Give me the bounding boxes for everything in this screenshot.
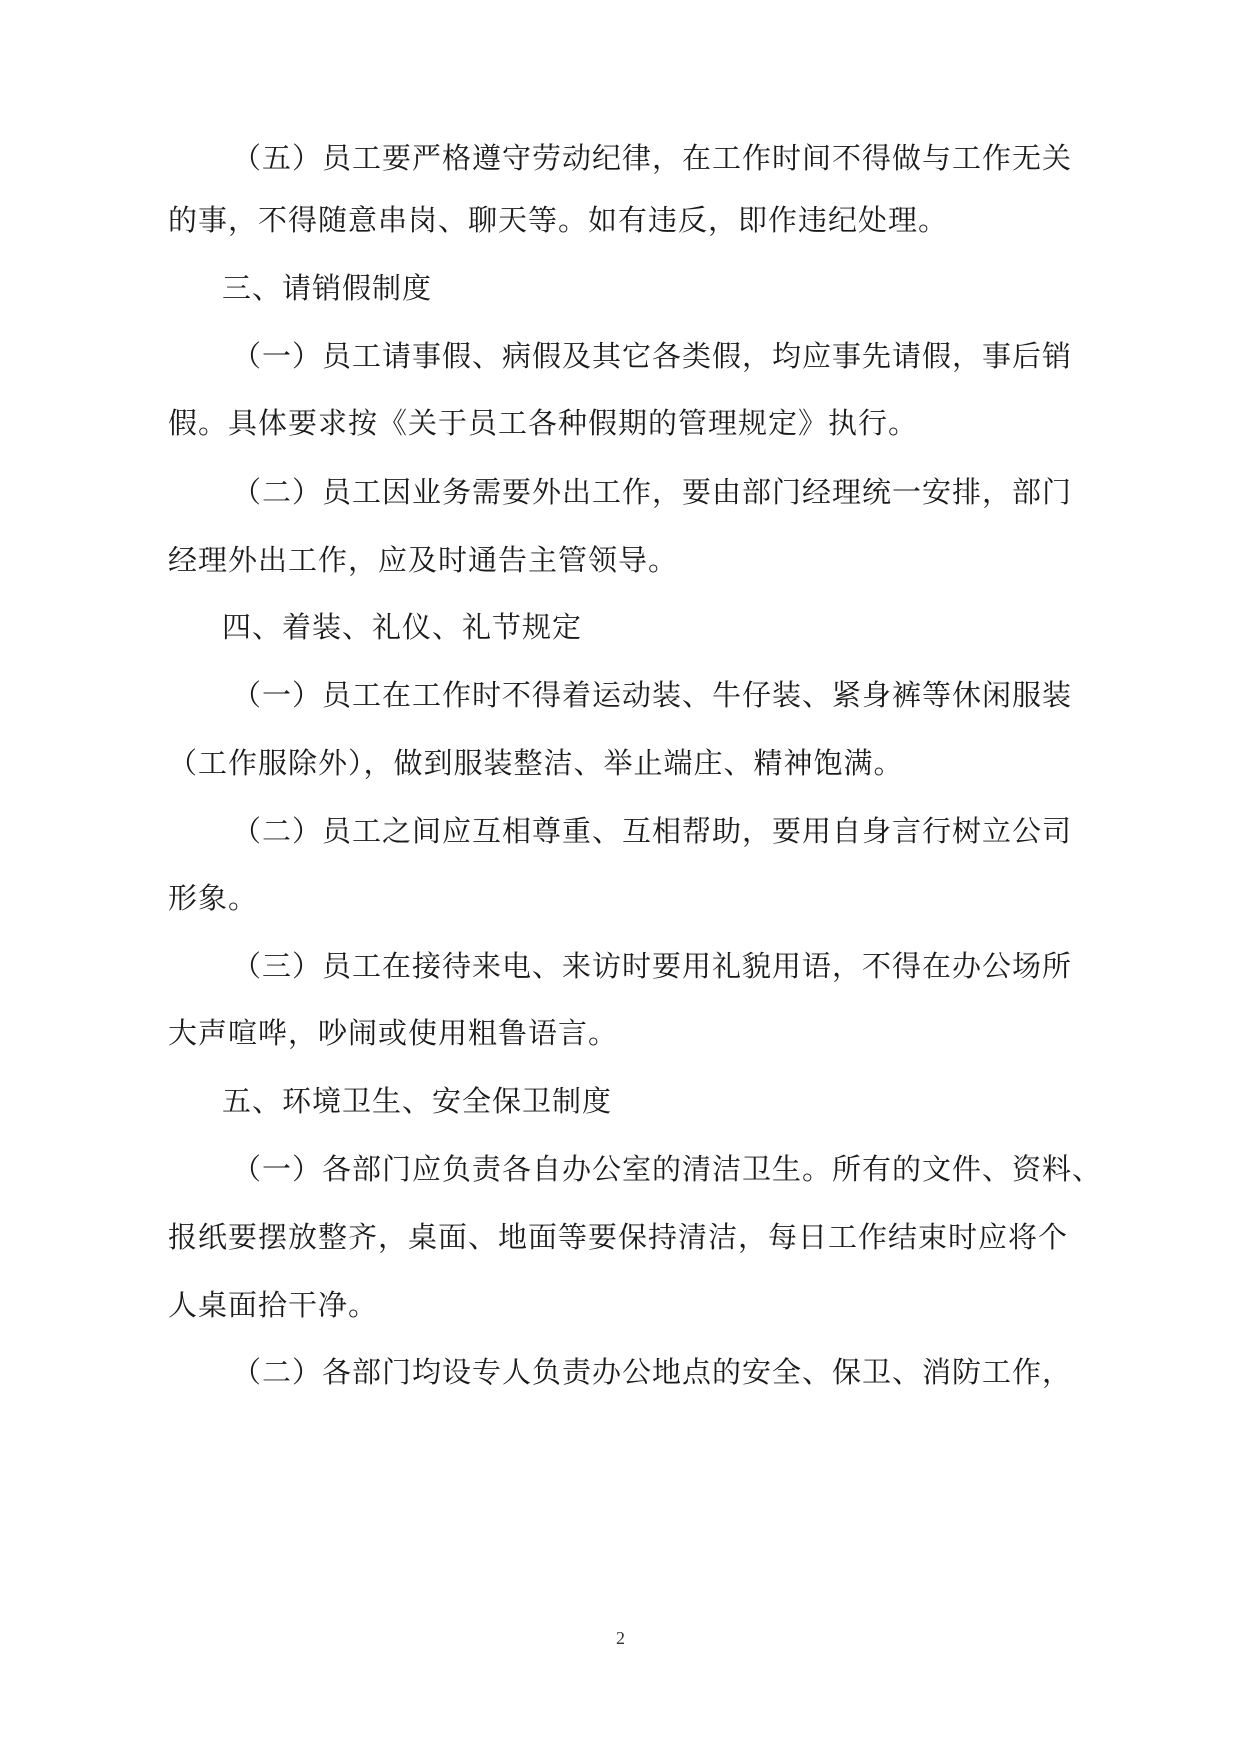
paragraph-line: 报纸要摆放整齐，桌面、地面等要保持清洁，每日工作结束时应将个 <box>168 1220 1069 1254</box>
paragraph-line: （二）员工之间应互相尊重、互相帮助，要用自身言行树立公司 <box>232 814 1073 848</box>
paragraph-line: （一）员工请事假、病假及其它各类假，均应事先请假，事后销 <box>232 339 1073 373</box>
section-heading: 四、着装、礼仪、礼节规定 <box>222 610 583 644</box>
section-heading: 五、环境卫生、安全保卫制度 <box>222 1084 613 1118</box>
paragraph-line: 经理外出工作，应及时通告主管领导。 <box>168 543 679 577</box>
paragraph-line: （一）员工在工作时不得着运动装、牛仔装、紧身裤等休闲服装 <box>232 678 1073 712</box>
paragraph-line: （三）员工在接待来电、来访时要用礼貌用语，不得在办公场所 <box>232 949 1073 983</box>
paragraph-line: 形象。 <box>168 881 259 915</box>
paragraph-line: （五）员工要严格遵守劳动纪律，在工作时间不得做与工作无关 <box>232 141 1073 175</box>
paragraph-line: （二）员工因业务需要外出工作，要由部门经理统一安排，部门 <box>232 475 1073 509</box>
paragraph-line: 的事，不得随意串岗、聊天等。如有违反，即作违纪处理。 <box>168 203 949 237</box>
paragraph-line: （工作服除外），做到服装整洁、举止端庄、精神饱满。 <box>168 746 904 780</box>
paragraph-line: 人桌面拾干净。 <box>168 1288 379 1322</box>
paragraph-line: （一）各部门应负责各自办公室的清洁卫生。所有的文件、资料、 <box>232 1152 1103 1186</box>
section-heading: 三、请销假制度 <box>222 271 433 305</box>
page-number: 2 <box>616 1628 625 1648</box>
paragraph-line: 大声喧哗，吵闹或使用粗鲁语言。 <box>168 1016 619 1050</box>
paragraph-line: 假。具体要求按《关于员工各种假期的管理规定》执行。 <box>168 406 919 440</box>
paragraph-line: （二）各部门均设专人负责办公地点的安全、保卫、消防工作， <box>232 1355 1073 1389</box>
